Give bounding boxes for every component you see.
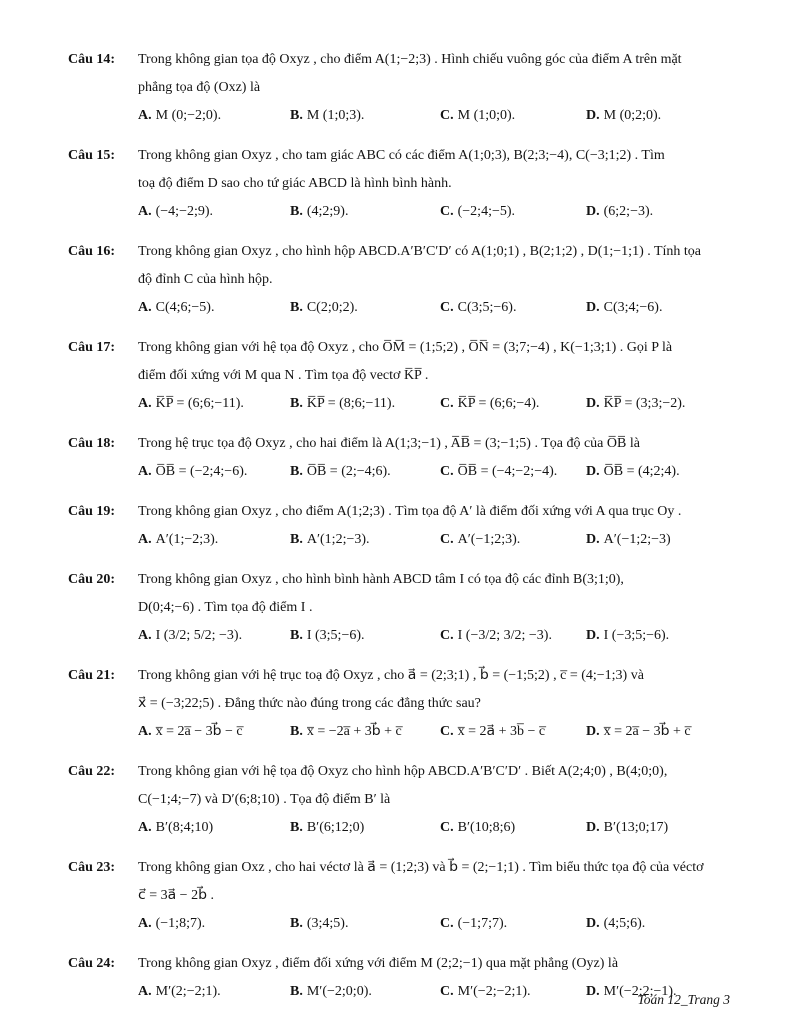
option-letter: B. xyxy=(290,464,303,479)
option-text: (6;2;−3). xyxy=(603,204,654,219)
answer-option xyxy=(440,718,586,746)
options-row xyxy=(138,718,734,746)
option-text: A′(−1;2;−3) xyxy=(603,532,671,547)
question xyxy=(68,498,734,554)
answer-option xyxy=(138,390,290,418)
option-text: (4;5;6). xyxy=(603,916,646,931)
option-letter: B. xyxy=(290,724,303,739)
answer-option xyxy=(440,390,586,418)
answer-option xyxy=(138,458,290,486)
option-letter: C. xyxy=(440,984,454,999)
option-letter: A. xyxy=(138,916,152,931)
option-text: K̅P̅ = (6;6;−4). xyxy=(457,396,540,411)
answer-option xyxy=(586,102,734,130)
options-row xyxy=(138,910,734,938)
answer-option xyxy=(586,294,734,322)
question-label: Câu 21: xyxy=(68,668,116,683)
option-text: O̅B̅ = (−2;4;−6). xyxy=(155,464,248,479)
question-label: Câu 19: xyxy=(68,504,116,519)
option-letter: D. xyxy=(586,820,600,835)
option-letter: A. xyxy=(138,724,152,739)
question-label: Câu 15: xyxy=(68,148,116,163)
page-footer: Toán 12_Trang 3 xyxy=(637,992,730,1007)
option-text: x̅ = 2a̅ − 3b⃗ + c̅ xyxy=(603,724,691,739)
answer-option xyxy=(138,294,290,322)
option-text: K̅P̅ = (3;3;−2). xyxy=(603,396,686,411)
option-text: x̅ = −2a̅ + 3b⃗ + c̅ xyxy=(306,724,402,739)
option-text: (4;2;9). xyxy=(306,204,349,219)
options-row xyxy=(138,294,734,322)
options-row xyxy=(138,102,734,130)
question-label: Câu 14: xyxy=(68,52,116,67)
option-letter: C. xyxy=(440,204,454,219)
option-text: C(3;4;−6). xyxy=(603,300,663,315)
question xyxy=(68,430,734,486)
question xyxy=(68,142,734,226)
option-letter: A. xyxy=(138,628,152,643)
option-letter: B. xyxy=(290,300,303,315)
option-text: (3;4;5). xyxy=(306,916,349,931)
answer-option xyxy=(290,458,440,486)
option-letter: C. xyxy=(440,724,454,739)
options-row xyxy=(138,814,734,842)
answer-option xyxy=(290,526,440,554)
question xyxy=(68,566,734,650)
answer-option xyxy=(586,198,734,226)
options-row xyxy=(138,198,734,226)
option-text: (−1;8;7). xyxy=(155,916,206,931)
option-letter: C. xyxy=(440,464,454,479)
option-letter: C. xyxy=(440,532,454,547)
question-label: Câu 17: xyxy=(68,340,116,355)
answer-option xyxy=(290,390,440,418)
answer-option xyxy=(290,198,440,226)
option-text: C(4;6;−5). xyxy=(155,300,215,315)
answer-option xyxy=(440,526,586,554)
option-letter: D. xyxy=(586,916,600,931)
option-letter: D. xyxy=(586,396,600,411)
option-text: A′(1;−2;3). xyxy=(155,532,219,547)
question-text-line: x⃗ = (−3;22;5) . Đẳng thức nào đúng trong các đẳng thức sau? xyxy=(138,696,481,711)
option-letter: D. xyxy=(586,628,600,643)
option-text: (−2;4;−5). xyxy=(457,204,516,219)
answer-option xyxy=(586,814,734,842)
answer-option xyxy=(440,978,586,1006)
answer-option xyxy=(138,978,290,1006)
options-row xyxy=(138,390,734,418)
option-text: A′(−1;2;3). xyxy=(457,532,521,547)
option-text: A′(1;2;−3). xyxy=(306,532,370,547)
option-text: B′(8;4;10) xyxy=(155,820,214,835)
option-letter: D. xyxy=(586,984,600,999)
question-text-line: Trong không gian Oxyz , cho tam giác ABC có các điểm A(1;0;3), B(2;3;−4), C(−3;1;2) . Tìm xyxy=(138,148,665,163)
option-text: B′(10;8;6) xyxy=(457,820,516,835)
answer-option xyxy=(440,102,586,130)
option-letter: A. xyxy=(138,984,152,999)
answer-option xyxy=(440,294,586,322)
option-text: K̅P̅ = (8;6;−11). xyxy=(306,396,396,411)
option-letter: C. xyxy=(440,300,454,315)
option-text: M′(2;−2;1). xyxy=(155,984,221,999)
answer-option xyxy=(586,390,734,418)
answer-option xyxy=(586,718,734,746)
option-letter: B. xyxy=(290,532,303,547)
answer-option xyxy=(440,622,586,650)
question-text-line: D(0;4;−6) . Tìm tọa độ điểm I . xyxy=(138,600,313,615)
option-text: I (3;5;−6). xyxy=(306,628,365,643)
option-letter: D. xyxy=(586,204,600,219)
answer-option xyxy=(586,622,734,650)
answer-option xyxy=(290,102,440,130)
question-label: Câu 20: xyxy=(68,572,116,587)
option-text: B′(13;0;17) xyxy=(603,820,669,835)
option-text: M′(−2;0;0). xyxy=(306,984,372,999)
answer-option xyxy=(290,718,440,746)
question-label: Câu 23: xyxy=(68,860,116,875)
option-text: x̅ = 2a⃗ + 3b̅ − c̅ xyxy=(457,724,546,739)
question-text-line: Trong không gian Oxyz , cho hình bình hành ABCD tâm I có tọa độ các đỉnh B(3;1;0), xyxy=(138,572,624,587)
option-text: O̅B̅ = (2;−4;6). xyxy=(306,464,391,479)
option-letter: C. xyxy=(440,820,454,835)
question-text-line: Trong không gian với hệ trục toạ độ Oxyz , cho a⃗ = (2;3;1) , b⃗ = (−1;5;2) , c̅ = (4;−1;3) và xyxy=(138,668,644,683)
question-text-line: điểm đối xứng với M qua N . Tìm tọa độ vectơ K̅P̅ . xyxy=(138,368,429,383)
question-text-line: Trong không gian tọa độ Oxyz , cho điểm A(1;−2;3) . Hình chiếu vuông góc của điểm A trên mặt xyxy=(138,52,682,67)
option-text: M (0;2;0). xyxy=(603,108,662,123)
option-text: C(3;5;−6). xyxy=(457,300,517,315)
option-text: x̅ = 2a̅ − 3b⃗ − c̅ xyxy=(155,724,243,739)
question-label: Câu 16: xyxy=(68,244,116,259)
answer-option xyxy=(138,814,290,842)
question xyxy=(68,950,734,1006)
answer-option xyxy=(138,102,290,130)
options-row xyxy=(138,526,734,554)
answer-option xyxy=(586,458,734,486)
option-letter: B. xyxy=(290,204,303,219)
answer-option xyxy=(138,718,290,746)
question-text-line: Trong không gian với hệ tọa độ Oxyz cho hình hộp ABCD.A′B′C′D′ . Biết A(2;4;0) , B(4;0;0), xyxy=(138,764,668,779)
option-letter: B. xyxy=(290,396,303,411)
option-letter: C. xyxy=(440,396,454,411)
answer-option xyxy=(138,910,290,938)
answer-option xyxy=(290,978,440,1006)
question-text-line: Trong không gian Oxz , cho hai véctơ là a⃗ = (1;2;3) và b⃗ = (2;−1;1) . Tìm biểu thức tọa độ của véctơ xyxy=(138,860,704,875)
option-text: K̅P̅ = (6;6;−11). xyxy=(155,396,244,411)
options-row xyxy=(138,458,734,486)
option-letter: B. xyxy=(290,916,303,931)
question-text-line: C(−1;4;−7) và D′(6;8;10) . Tọa độ điểm B′ là xyxy=(138,792,391,807)
option-text: O̅B̅ = (−4;−2;−4). xyxy=(457,464,558,479)
answer-option xyxy=(586,526,734,554)
option-text: I (−3;5;−6). xyxy=(603,628,670,643)
question-text-line: Trong không gian với hệ tọa độ Oxyz , cho O̅M̅ = (1;5;2) , O̅N̅ = (3;7;−4) , K(−1;3;1) . Gọi P là xyxy=(138,340,673,355)
option-letter: A. xyxy=(138,396,152,411)
answer-option xyxy=(138,526,290,554)
answer-option xyxy=(440,458,586,486)
answer-option xyxy=(290,814,440,842)
option-letter: A. xyxy=(138,464,152,479)
option-text: M (0;−2;0). xyxy=(155,108,222,123)
option-text: (−1;7;7). xyxy=(457,916,508,931)
answer-option xyxy=(290,910,440,938)
answer-option xyxy=(440,910,586,938)
option-letter: C. xyxy=(440,108,454,123)
question-label: Câu 22: xyxy=(68,764,116,779)
question xyxy=(68,238,734,322)
option-letter: A. xyxy=(138,108,152,123)
question-text-line: Trong không gian Oxyz , cho điểm A(1;2;3) . Tìm tọa độ A′ là điểm đối xứng với A qua trục Oy . xyxy=(138,504,682,519)
question-text-line: toạ độ điểm D sao cho tứ giác ABCD là hình bình hành. xyxy=(138,176,452,191)
option-letter: D. xyxy=(586,724,600,739)
option-letter: D. xyxy=(586,300,600,315)
option-text: M (1;0;0). xyxy=(457,108,516,123)
question-text-line: Trong không gian Oxyz , điểm đối xứng với điểm M (2;2;−1) qua mặt phẳng (Oyz) là xyxy=(138,956,619,971)
question xyxy=(68,46,734,130)
question xyxy=(68,334,734,418)
question-text-line: Trong không gian Oxyz , cho hình hộp ABCD.A′B′C′D′ có A(1;0;1) , B(2;1;2) , D(1;−1;1) . Tính tọa xyxy=(138,244,702,259)
option-text: M′(−2;2;−1). xyxy=(603,984,677,999)
option-letter: B. xyxy=(290,108,303,123)
option-letter: D. xyxy=(586,532,600,547)
question-label: Câu 18: xyxy=(68,436,116,451)
answer-option xyxy=(138,622,290,650)
option-text: M (1;0;3). xyxy=(306,108,365,123)
option-text: O̅B̅ = (4;2;4). xyxy=(603,464,680,479)
option-text: B′(6;12;0) xyxy=(306,820,365,835)
answer-option xyxy=(440,198,586,226)
option-letter: A. xyxy=(138,532,152,547)
option-text: I (−3/2; 3/2; −3). xyxy=(457,628,552,643)
answer-option xyxy=(290,622,440,650)
option-text: (−4;−2;9). xyxy=(155,204,214,219)
question xyxy=(68,854,734,938)
option-text: M′(−2;−2;1). xyxy=(457,984,531,999)
option-letter: D. xyxy=(586,108,600,123)
answer-option xyxy=(290,294,440,322)
option-letter: A. xyxy=(138,204,152,219)
option-letter: A. xyxy=(138,820,152,835)
question-text-line: Trong hệ trục tọa độ Oxyz , cho hai điểm là A(1;3;−1) , A̅B̅ = (3;−1;5) . Tọa độ của O̅B̅ là xyxy=(138,436,640,451)
option-letter: C. xyxy=(440,916,454,931)
option-letter: D. xyxy=(586,464,600,479)
question-text-line: phẳng tọa độ (Oxz) là xyxy=(138,80,261,95)
option-letter: B. xyxy=(290,820,303,835)
answer-option xyxy=(440,814,586,842)
option-letter: B. xyxy=(290,628,303,643)
answer-option xyxy=(586,910,734,938)
question xyxy=(68,662,734,746)
option-text: I (3/2; 5/2; −3). xyxy=(155,628,243,643)
question-text-line: độ đỉnh C của hình hộp. xyxy=(138,272,273,287)
options-row xyxy=(138,622,734,650)
option-letter: C. xyxy=(440,628,454,643)
option-letter: A. xyxy=(138,300,152,315)
question-text-line: c⃗ = 3a⃗ − 2b⃗ . xyxy=(138,888,214,903)
question xyxy=(68,758,734,842)
answer-option xyxy=(138,198,290,226)
option-letter: B. xyxy=(290,984,303,999)
option-text: C(2;0;2). xyxy=(306,300,358,315)
question-label: Câu 24: xyxy=(68,956,116,971)
